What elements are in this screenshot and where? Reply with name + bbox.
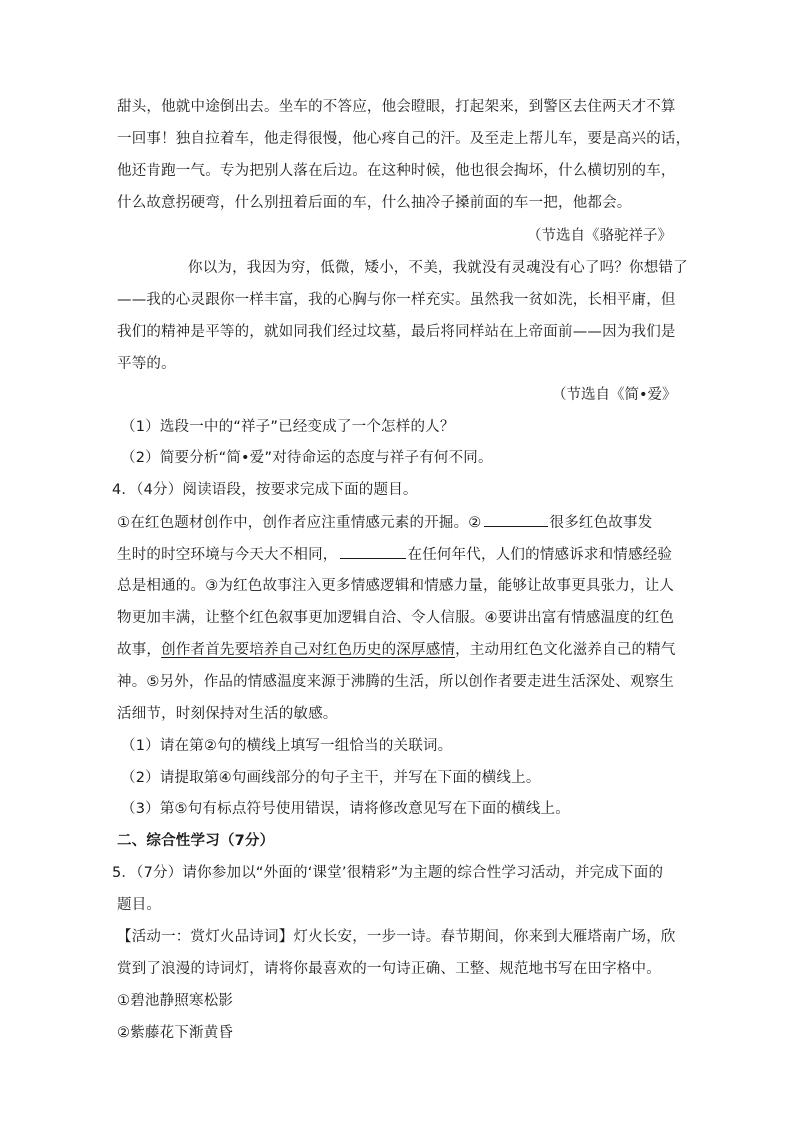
- passage1-line-4: 什么故意拐硬弯，什么别扭着后面的车，什么抽冷子搡前面的车一把，他都会。: [117, 195, 632, 211]
- q4-line-1-b: 很多红色故事发: [549, 515, 653, 531]
- q4-line-5: [117, 640, 676, 660]
- q4-sub-2: （2）请提取第④句画线部分的句子主干，并写在下面的横线上。: [121, 770, 541, 786]
- passage1-line-3: 他还肯跑一气。专为把别人落在后边。在这种时候，他也很会掏坏，什么横切别的车，: [117, 163, 676, 179]
- q5-line-3: 【活动一：赏灯火品诗词】灯火长安，一步一诗。春节期间，你来到大雁塔南广场，欣: [117, 929, 676, 945]
- passage1-line-2: 一回事！独自拉着车，他走得很慢，他心疼自己的汗。及至走上帮儿车，要是高兴的话，: [117, 131, 691, 147]
- q4-line-4: 物更加丰满，让整个红色叙事更加逻辑自洽、令人信服。④要讲出富有情感温度的红色: [117, 610, 675, 626]
- q4-line-2: [117, 544, 672, 565]
- q4-line-1: [117, 512, 652, 533]
- q5-option-1: ①碧池静照寒松影: [117, 993, 234, 1009]
- q4-underlined-phrase: 创作者首先要培养自己对红色历史的深厚感情: [161, 642, 456, 658]
- q5-line-2: 题目。: [117, 897, 162, 913]
- q4-line-1-a: ①在红色题材创作中，创作者应注重情感元素的开掘。②: [117, 515, 482, 531]
- q4-sub-1: （1）请在第②句的横线上填写一组恰当的关联词。: [121, 738, 453, 754]
- q4-blank-1[interactable]: [484, 512, 548, 527]
- q5-option-2: ②紫藤花下渐黄昏: [117, 1025, 234, 1041]
- passage2-line-3: 我们的精神是平等的，就如同我们经过坟墓，最后将同样站在上帝面前——因为我们是: [117, 324, 676, 340]
- passage2-line-2: ——我的心灵跟你一样丰富，我的心胸与你一样充实。虽然我一贫如洗，长相平庸，但: [117, 292, 676, 308]
- q4-line-6: 神。⑤另外，作品的情感温度来源于沸腾的生活，所以创作者要走进生活深处、观察生: [117, 674, 675, 690]
- q4-line-2-b: 在任何年代，人们的情感诉求和情感经验: [407, 547, 673, 563]
- section-2-title: 二、综合性学习（7分）: [117, 833, 275, 849]
- passage2-line-4: 平等的。: [117, 356, 176, 372]
- q5-line-4: 赏到了浪漫的诗词灯，请将你最喜欢的一句诗正确、工整、规范地书写在田字格中。: [117, 961, 661, 977]
- q4-heading: 4．（4分）阅读语段，按要求完成下面的题目。: [112, 482, 418, 498]
- q3-sub-1: （1）选段一中的“祥子”已经变成了一个怎样的人？: [121, 419, 455, 435]
- q4-line-5-a: 故事，: [117, 642, 162, 658]
- q4-line-5-b: ，主动用红色文化滋养自己的精气: [455, 642, 676, 658]
- passage1-line-1: 甜头，他就中途倒出去。坐车的不答应，他会瞪眼，打起架来，到警区去住两天才不算: [117, 99, 676, 115]
- q4-blank-2[interactable]: [340, 544, 406, 559]
- q5-line-1: 5．（7分）请你参加以“外面的‘课堂’很精彩”为主题的综合性学习活动，并完成下面的: [112, 865, 664, 881]
- q4-line-2-a: 生时的时空环境与今天大不相同，: [117, 547, 338, 563]
- q4-line-7: 活细节，时刻保持对生活的敏感。: [117, 706, 338, 722]
- q3-sub-2: （2）简要分析“简•爱”对待命运的态度与祥子有何不同。: [121, 450, 493, 466]
- passage2-line-1: 你以为，我因为穷，低微，矮小，不美，我就没有灵魂没有心了吗？你想错了: [188, 260, 688, 276]
- passage2-source: （节选自《简•爱》: [552, 387, 677, 403]
- passage1-source: （节选自《骆驼祥子》: [527, 228, 672, 244]
- q4-line-3: 总是相通的。③为红色故事注入更多情感逻辑和情感力量，能够让故事更具张力，让人: [117, 578, 675, 594]
- q4-sub-3: （3）第⑤句有标点符号使用错误，请将修改意见写在下面的横线上。: [121, 801, 570, 817]
